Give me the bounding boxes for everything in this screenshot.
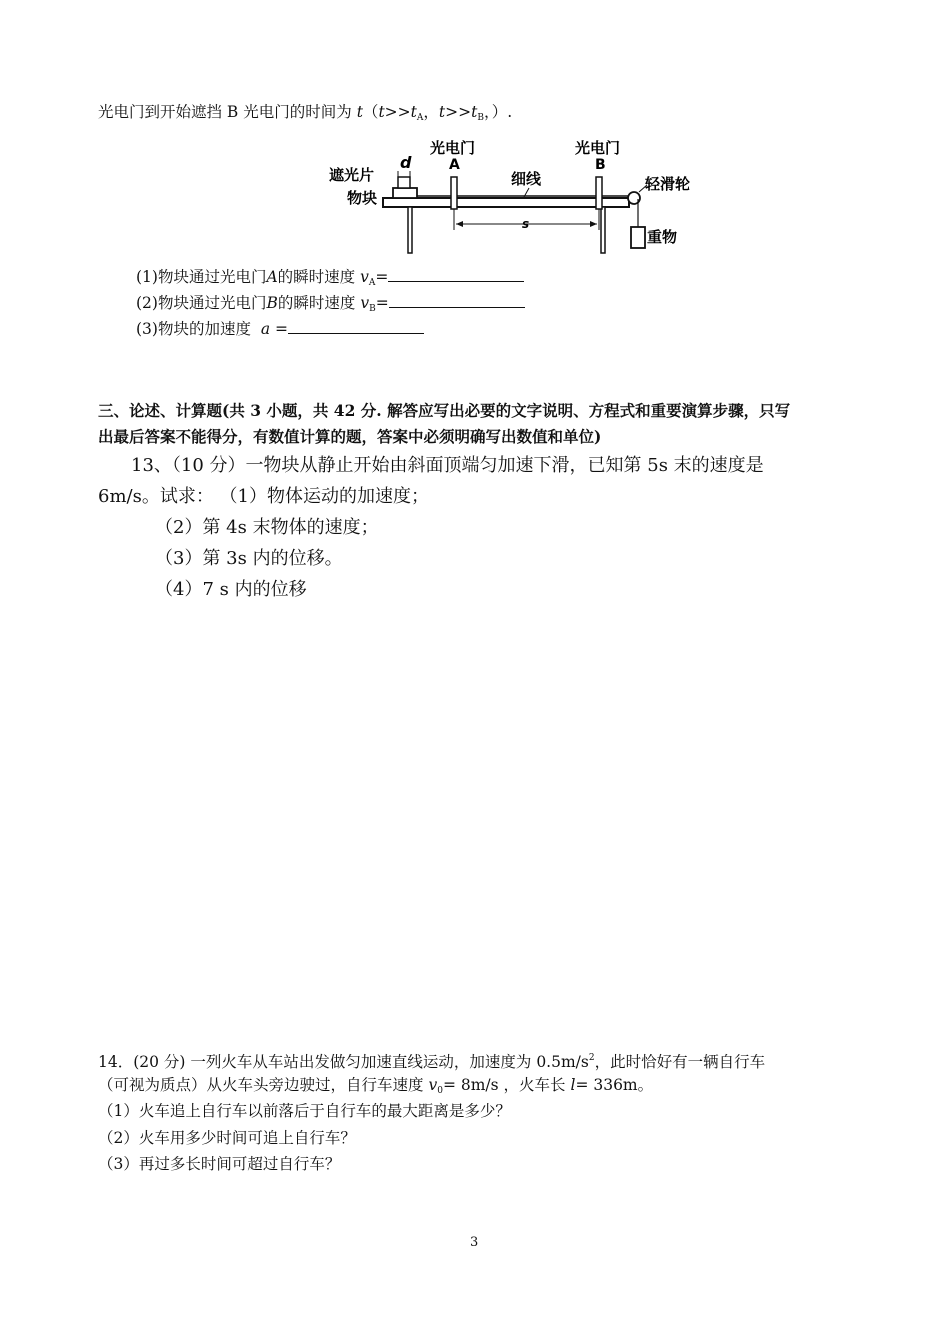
- q14-line2: [98, 1074, 653, 1102]
- intro-t3: t: [410, 103, 417, 121]
- intro-t4: t: [438, 103, 446, 121]
- q12-3-var: a: [260, 320, 271, 338]
- q14-l2-l: l: [570, 1076, 576, 1094]
- q12-1-var: A: [266, 268, 278, 286]
- q13-line2: 6m/s。试求： （1）物体运动的加速度；: [98, 486, 429, 507]
- gate-b-letter: B: [595, 157, 606, 173]
- q12-1-v: v: [360, 268, 369, 286]
- q14-l2-a: （可视为质点）从火车头旁边驶过，自行车速度: [98, 1076, 424, 1094]
- q12-2-var: B: [266, 294, 278, 312]
- q12-3-pre: (3)物块的加速度: [136, 320, 251, 338]
- q12-1-eq: =: [375, 268, 389, 286]
- q12-item-2: [136, 292, 525, 320]
- apparatus-figure: [325, 135, 715, 260]
- q14-l2-sub: 0: [437, 1086, 443, 1096]
- s-arrow-left-head: [456, 221, 463, 227]
- q12-item-1: [136, 266, 524, 294]
- q14-l2-c: = 336m。: [575, 1076, 654, 1094]
- q12-3-eq: =: [275, 320, 289, 338]
- s-arrow-right-head: [590, 221, 597, 227]
- weight: [631, 227, 645, 248]
- intro-sub-b: B: [477, 113, 484, 123]
- q12-2-mid: 的瞬时速度: [277, 294, 356, 312]
- intro-t: t: [356, 103, 363, 121]
- answer-blank-a[interactable]: [288, 318, 424, 334]
- intro-gt2: >>: [445, 103, 472, 121]
- string-label: 细线: [511, 170, 542, 188]
- leg-left: [408, 207, 412, 253]
- q12-2-v: v: [360, 294, 370, 312]
- section3-heading-line2: 出最后答案不能得分，有数值计算的题，答案中必须明确写出数值和单位): [98, 427, 602, 446]
- q14-item-1: （1）火车追上自行车以前落后于自行车的最大距离是多少？: [98, 1102, 511, 1120]
- gate-b-label: 光电门: [575, 139, 621, 157]
- q13-item-4: （4）7 s 内的位移: [155, 579, 307, 600]
- q13-line1: 13、（10 分）一物块从静止开始由斜面顶端匀加速下滑，已知第 5s 末的速度是: [131, 455, 764, 476]
- s-label: s: [522, 217, 530, 231]
- gate-b: [596, 177, 602, 209]
- q12-2-pre: (2)物块通过光电门: [136, 294, 267, 312]
- q14-l2-b: = 8m/s ，火车长: [442, 1076, 566, 1094]
- q12-1-sub: A: [368, 278, 376, 288]
- intro-line: [98, 101, 512, 129]
- intro-paren-close: ，）.: [483, 103, 513, 121]
- q14-l1-b: ，此时恰好有一辆自行车: [594, 1053, 766, 1071]
- q14-line1: [98, 1047, 765, 1073]
- gate-a-label: 光电门: [430, 139, 476, 157]
- q14-item-2: （2）火车用多少时间可追上自行车？: [98, 1129, 356, 1147]
- gate-a: [451, 177, 457, 209]
- block: [393, 188, 417, 198]
- page-number: 3: [470, 1235, 479, 1250]
- intro-comma: ，: [423, 103, 439, 121]
- q14-item-3: （3）再过多长时间可超过自行车？: [98, 1155, 341, 1173]
- d-label: d: [400, 153, 412, 172]
- block-label: 物块: [347, 189, 378, 207]
- q13-item-2: （2）第 4s 末物体的速度；: [155, 517, 379, 538]
- q14-l2-v: v: [428, 1076, 438, 1094]
- q12-2-eq: =: [375, 294, 389, 312]
- leg-right: [601, 207, 605, 253]
- q12-1-mid: 的瞬时速度: [277, 268, 356, 286]
- answer-blank-vb[interactable]: [389, 292, 525, 308]
- intro-t5: t: [471, 103, 478, 121]
- q14-l1-sup: 2: [588, 1053, 595, 1063]
- intro-t2: t: [378, 103, 385, 121]
- gate-a-letter: A: [449, 157, 460, 173]
- q12-2-sub: B: [369, 304, 376, 314]
- shade-piece: [398, 177, 410, 188]
- intro-sub-a: A: [416, 113, 424, 123]
- q12-1-pre: (1)物块通过光电门: [136, 268, 267, 286]
- track: [383, 198, 629, 207]
- intro-text: 光电门到开始遮挡 B 光电门的时间为: [98, 103, 352, 121]
- intro-gt1: >>: [384, 103, 411, 121]
- shade-label: 遮光片: [329, 166, 375, 184]
- intro-paren-open: （: [362, 103, 379, 121]
- q12-item-3: [136, 318, 424, 340]
- weight-label: 重物: [647, 228, 678, 246]
- section3-heading-line1: 三、论述、计算题(共 3 小题，共 42 分. 解答应写出必要的文字说明、方程式和重要演算步骤，只写: [98, 401, 791, 420]
- q14-l1-a: 14．(20 分) 一列火车从车站出发做匀加速直线运动，加速度为 0.5m/s: [98, 1053, 589, 1071]
- answer-blank-va[interactable]: [388, 266, 524, 282]
- q13-item-3: （3）第 3s 内的位移。: [155, 548, 343, 569]
- pulley-label: 轻滑轮: [645, 175, 691, 193]
